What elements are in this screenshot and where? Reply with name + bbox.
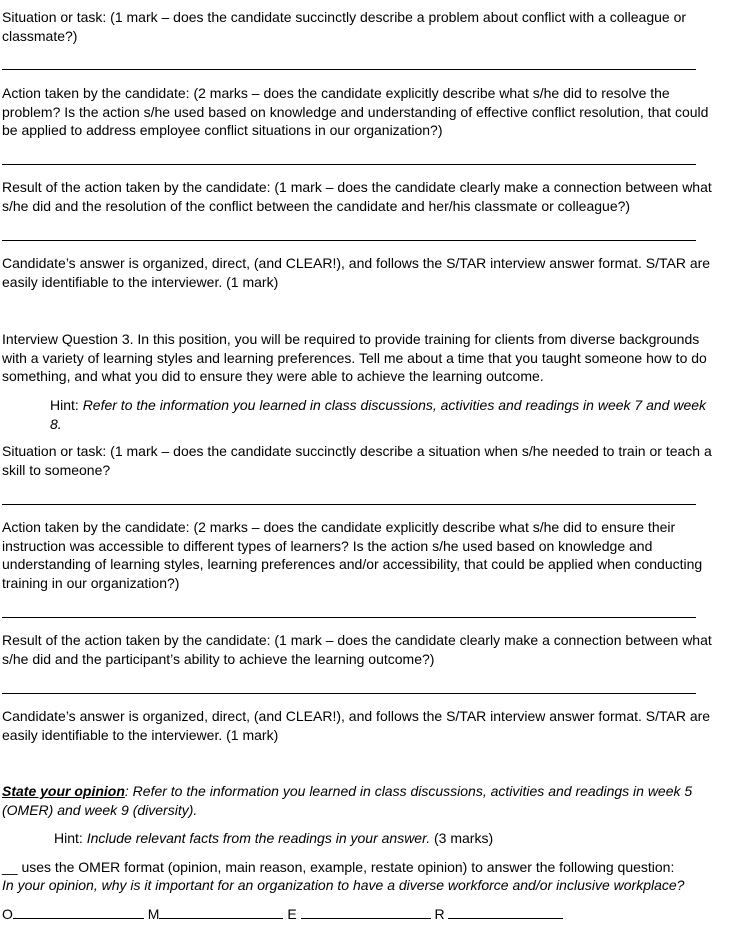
s1-action-answer-line	[2, 164, 696, 165]
opinion-hint-text: Include relevant facts from the readings in your answer.	[86, 830, 431, 846]
opinion-heading: State your opinion	[2, 783, 125, 799]
q3-situation-answer-line	[2, 504, 696, 505]
opinion-hint-label: Hint:	[54, 830, 87, 846]
q3-action-criterion: Action taken by the candidate: (2 marks – does the candidate explicitly describe what s/he did to ensure their instruction was accessible to different types of learners? Is the action s/he used based on knowledge and understanding of learning styles, learning preferences and/or accessibility, that could be applied when conducting training in our organization?)	[2, 519, 703, 591]
q3-hint-text: Refer to the information you learned in class discussions, activities and readings in week 7 and week 8.	[50, 397, 707, 432]
opinion-intro-text: : Refer to the information you learned in class discussions, activities and readings in week 5 (OMER) and week 9 (diversity).	[2, 783, 693, 818]
opinion-checkbox-blank[interactable]: __	[2, 859, 18, 875]
omer-o-blank[interactable]	[13, 905, 144, 919]
q3-hint	[50, 396, 718, 433]
q3-action-answer-line	[2, 617, 696, 618]
q3-situation-criterion: Situation or task: (1 mark – does the candidate succinctly describe a situation when s/he needed to train or teach a skill to someone?	[2, 443, 712, 478]
omer-o-label: O	[2, 906, 13, 922]
omer-answer-row	[2, 905, 726, 924]
q3-hint-label: Hint:	[50, 397, 83, 413]
opinion-question: In your opinion, why is it important for an organization to have a diverse workforce and/or inclusive workplace?	[2, 877, 685, 893]
q3-format-criterion: Candidate’s answer is organized, direct, (and CLEAR!), and follows the S/TAR interview answer format. S/TAR are easily identifiable to the interviewer. (1 mark)	[2, 708, 711, 743]
s1-situation-answer-line	[2, 69, 696, 70]
omer-m-label: M	[147, 906, 160, 922]
s1-format-criterion: Candidate’s answer is organized, direct, (and CLEAR!), and follows the S/TAR interview answer format. S/TAR are easily identifiable to the interviewer. (1 mark)	[2, 255, 711, 290]
omer-r-blank[interactable]	[448, 905, 563, 919]
q3-result-answer-line	[2, 693, 696, 694]
s1-result-answer-line	[2, 240, 696, 241]
opinion-intro	[2, 782, 726, 819]
s1-action-criterion: Action taken by the candidate: (2 marks – does the candidate explicitly describe what s/he did to resolve the problem? Is the action s/he used based on knowledge and understanding of effective conflict resolution, that could be applied to address employee conflict situations in our organization?)	[2, 85, 709, 138]
q3-result-criterion: Result of the action taken by the candidate: (1 mark – does the candidate clearly make a connection between what s/he did and the participant’s ability to achieve the learning outcome?)	[2, 632, 712, 667]
opinion-hint	[54, 829, 718, 848]
opinion-instruction-text: uses the OMER format (opinion, main reason, example, restate opinion) to answer the following question:	[17, 859, 675, 875]
omer-e-blank[interactable]	[301, 905, 431, 919]
opinion-instruction	[2, 858, 726, 877]
omer-m-blank[interactable]	[159, 905, 283, 919]
omer-r-label: R	[434, 906, 445, 922]
s1-situation-criterion: Situation or task: (1 mark – does the candidate succinctly describe a problem about conflict with a colleague or classmate?)	[2, 9, 687, 44]
opinion-hint-marks: (3 marks)	[430, 830, 494, 846]
s1-result-criterion: Result of the action taken by the candidate: (1 mark – does the candidate clearly make a connection between what s/he did and the resolution of the conflict between the candidate and her/his classmate or colleague?)	[2, 179, 712, 214]
omer-e-label: E	[287, 906, 297, 922]
q3-prompt: Interview Question 3. In this position, you will be required to provide training for clients from diverse backgrounds with a variety of learning styles and learning preferences. Tell me about a time that you taught someone how to do something, and what you did to ensure they were able to achieve the learning outcome.	[2, 331, 707, 384]
